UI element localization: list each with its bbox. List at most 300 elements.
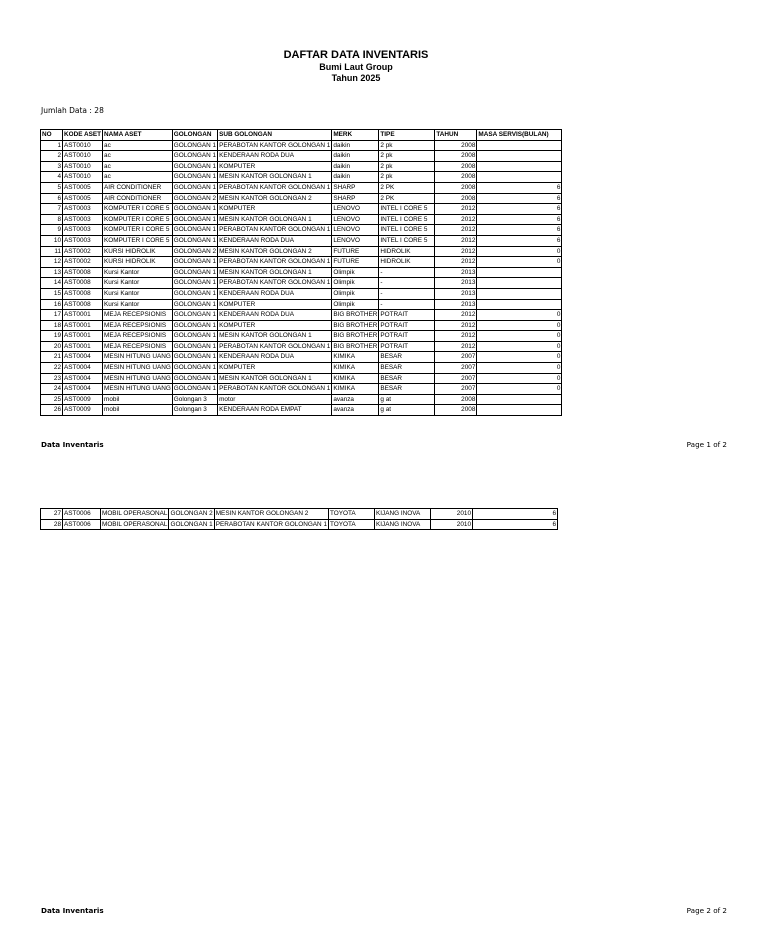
cell-tahun: 2008 xyxy=(435,161,477,172)
cell-masa-servis: 6 xyxy=(473,509,558,520)
cell-tahun: 2007 xyxy=(435,373,477,384)
cell-kode-aset: AST0006 xyxy=(63,509,101,520)
cell-kode-aset: AST0010 xyxy=(63,161,103,172)
cell-tahun: 2007 xyxy=(435,363,477,374)
cell-nama-aset: ac xyxy=(103,151,173,162)
cell-tipe: - xyxy=(379,267,435,278)
cell-masa-servis: 6 xyxy=(477,225,562,236)
cell-merk: Olimpik xyxy=(332,267,379,278)
cell-masa-servis: 0 xyxy=(477,363,562,374)
cell-nama-aset: MESIN HITUNG UANG xyxy=(103,363,173,374)
cell-no: 22 xyxy=(41,363,63,374)
cell-sub-golongan: KENDERAAN RODA DUA xyxy=(218,288,332,299)
cell-tahun: 2008 xyxy=(435,405,477,416)
cell-no: 6 xyxy=(41,193,63,204)
cell-kode-aset: AST0004 xyxy=(63,384,103,395)
cell-nama-aset: KOMPUTER I CORE 5 xyxy=(103,214,173,225)
cell-nama-aset: KOMPUTER I CORE 5 xyxy=(103,225,173,236)
cell-nama-aset: AIR CONDITIONER xyxy=(103,182,173,193)
cell-tahun: 2008 xyxy=(435,151,477,162)
table-row xyxy=(41,320,562,331)
cell-sub-golongan: MESIN KANTOR GOLONGAN 1 xyxy=(218,214,332,225)
cell-tipe: HIDROLIK xyxy=(379,246,435,257)
cell-merk: KIMIKA xyxy=(332,384,379,395)
cell-nama-aset: MESIN HITUNG UANG xyxy=(103,352,173,363)
cell-tipe: POTRAIT xyxy=(379,320,435,331)
cell-tahun: 2012 xyxy=(435,204,477,215)
cell-tahun: 2008 xyxy=(435,140,477,151)
cell-tipe: BESAR xyxy=(379,373,435,384)
cell-sub-golongan: KENDERAAN RODA DUA xyxy=(218,352,332,363)
cell-nama-aset: MEJA RECEPSIONIS xyxy=(103,331,173,342)
cell-merk: TOYOTA xyxy=(329,519,375,530)
cell-tipe: g at xyxy=(379,394,435,405)
cell-kode-aset: AST0003 xyxy=(63,214,103,225)
cell-no: 13 xyxy=(41,267,63,278)
cell-masa-servis xyxy=(477,151,562,162)
cell-no: 21 xyxy=(41,352,63,363)
cell-tahun: 2012 xyxy=(435,246,477,257)
cell-no: 26 xyxy=(41,405,63,416)
cell-merk: Olimpik xyxy=(332,299,379,310)
cell-merk: avanza xyxy=(332,405,379,416)
cell-masa-servis xyxy=(477,288,562,299)
cell-nama-aset: Kursi Kantor xyxy=(103,278,173,289)
footer-page-number: Page 1 of 2 xyxy=(686,440,727,449)
cell-merk: BIG BROTHER xyxy=(332,320,379,331)
cell-nama-aset: ac xyxy=(103,161,173,172)
cell-kode-aset: AST0002 xyxy=(63,257,103,268)
table-row xyxy=(41,519,558,530)
cell-tipe: POTRAIT xyxy=(379,341,435,352)
cell-sub-golongan: KOMPUTER xyxy=(218,320,332,331)
cell-no: 27 xyxy=(41,509,63,520)
cell-masa-servis: 0 xyxy=(477,384,562,395)
cell-no: 8 xyxy=(41,214,63,225)
cell-merk: KIMIKA xyxy=(332,373,379,384)
cell-nama-aset: Kursi Kantor xyxy=(103,288,173,299)
cell-no: 15 xyxy=(41,288,63,299)
data-count: Jumlah Data : 28 xyxy=(41,106,104,115)
cell-golongan: GOLONGAN 1 xyxy=(169,519,214,530)
report-year: Tahun 2025 xyxy=(331,73,381,83)
cell-tahun: 2012 xyxy=(435,310,477,321)
cell-kode-aset: AST0008 xyxy=(63,278,103,289)
cell-no: 16 xyxy=(41,299,63,310)
cell-no: 19 xyxy=(41,331,63,342)
cell-kode-aset: AST0003 xyxy=(63,235,103,246)
cell-no: 2 xyxy=(41,151,63,162)
cell-kode-aset: AST0001 xyxy=(63,341,103,352)
cell-golongan: GOLONGAN 1 xyxy=(172,151,217,162)
cell-nama-aset: MEJA RECEPSIONIS xyxy=(103,341,173,352)
cell-nama-aset: MEJA RECEPSIONIS xyxy=(103,320,173,331)
cell-no: 7 xyxy=(41,204,63,215)
table-header-row xyxy=(41,130,562,141)
table-row xyxy=(41,405,562,416)
cell-nama-aset: Kursi Kantor xyxy=(103,267,173,278)
table-row xyxy=(41,394,562,405)
cell-masa-servis: 6 xyxy=(477,214,562,225)
table-row xyxy=(41,214,562,225)
cell-nama-aset: KURSI HIDROLIK xyxy=(103,257,173,268)
cell-golongan: GOLONGAN 1 xyxy=(172,225,217,236)
cell-sub-golongan: MESIN KANTOR GOLONGAN 2 xyxy=(214,509,328,520)
cell-sub-golongan: KOMPUTER xyxy=(218,299,332,310)
cell-no: 10 xyxy=(41,235,63,246)
report-title: DAFTAR DATA INVENTARIS xyxy=(283,49,429,61)
cell-kode-aset: AST0006 xyxy=(63,519,101,530)
cell-golongan: Golongan 3 xyxy=(172,394,217,405)
cell-golongan: GOLONGAN 2 xyxy=(172,193,217,204)
cell-sub-golongan: KENDERAAN RODA DUA xyxy=(218,235,332,246)
cell-nama-aset: mobil xyxy=(103,394,173,405)
cell-tipe: 2 pk xyxy=(379,140,435,151)
cell-kode-aset: AST0004 xyxy=(63,373,103,384)
table-row xyxy=(41,509,558,520)
header-sub-golongan: SUB GOLONGAN xyxy=(218,130,332,141)
cell-masa-servis: 6 xyxy=(477,204,562,215)
cell-golongan: GOLONGAN 1 xyxy=(172,182,217,193)
cell-kode-aset: AST0010 xyxy=(63,172,103,183)
cell-nama-aset: KOMPUTER I CORE 5 xyxy=(103,235,173,246)
footer-label: Data Inventaris xyxy=(41,440,104,449)
cell-merk: LENOVO xyxy=(332,225,379,236)
header-golongan: GOLONGAN xyxy=(172,130,217,141)
cell-no: 11 xyxy=(41,246,63,257)
cell-golongan: GOLONGAN 1 xyxy=(172,204,217,215)
cell-tahun: 2008 xyxy=(435,172,477,183)
cell-masa-servis xyxy=(477,267,562,278)
table-row xyxy=(41,161,562,172)
cell-golongan: GOLONGAN 1 xyxy=(172,278,217,289)
cell-no: 18 xyxy=(41,320,63,331)
cell-golongan: GOLONGAN 1 xyxy=(172,172,217,183)
cell-sub-golongan: motor xyxy=(218,394,332,405)
cell-kode-aset: AST0003 xyxy=(63,225,103,236)
cell-merk: BIG BROTHER xyxy=(332,341,379,352)
cell-tahun: 2012 xyxy=(435,214,477,225)
cell-no: 9 xyxy=(41,225,63,236)
cell-no: 20 xyxy=(41,341,63,352)
cell-tahun: 2013 xyxy=(435,288,477,299)
inventory-table-continued xyxy=(40,508,558,530)
cell-golongan: GOLONGAN 1 xyxy=(172,299,217,310)
cell-masa-servis: 0 xyxy=(477,373,562,384)
cell-sub-golongan: MESIN KANTOR GOLONGAN 1 xyxy=(218,331,332,342)
cell-no: 17 xyxy=(41,310,63,321)
cell-masa-servis xyxy=(477,140,562,151)
cell-golongan: GOLONGAN 1 xyxy=(172,341,217,352)
table-body-page-1 xyxy=(41,140,562,415)
table-row xyxy=(41,172,562,183)
cell-kode-aset: AST0001 xyxy=(63,310,103,321)
cell-sub-golongan: PERABOTAN KANTOR GOLONGAN 1 xyxy=(218,278,332,289)
header-no: NO xyxy=(41,130,63,141)
cell-sub-golongan: MESIN KANTOR GOLONGAN 1 xyxy=(218,172,332,183)
cell-nama-aset: MOBIL OPERASONAL xyxy=(101,519,169,530)
cell-nama-aset: KOMPUTER I CORE 5 xyxy=(103,204,173,215)
cell-golongan: GOLONGAN 1 xyxy=(172,257,217,268)
cell-no: 4 xyxy=(41,172,63,183)
cell-merk: SHARP xyxy=(332,182,379,193)
cell-sub-golongan: PERABOTAN KANTOR GOLONGAN 1 xyxy=(218,182,332,193)
cell-no: 5 xyxy=(41,182,63,193)
cell-golongan: GOLONGAN 1 xyxy=(172,384,217,395)
cell-golongan: GOLONGAN 1 xyxy=(172,373,217,384)
cell-nama-aset: MOBIL OPERASONAL xyxy=(101,509,169,520)
cell-merk: LENOVO xyxy=(332,214,379,225)
table-body-page-2 xyxy=(41,509,558,530)
cell-kode-aset: AST0008 xyxy=(63,288,103,299)
cell-merk: daikin xyxy=(332,161,379,172)
cell-masa-servis: 0 xyxy=(477,310,562,321)
cell-tahun: 2010 xyxy=(431,509,473,520)
table-row xyxy=(41,288,562,299)
cell-golongan: GOLONGAN 1 xyxy=(172,288,217,299)
cell-nama-aset: KURSI HIDROLIK xyxy=(103,246,173,257)
cell-tahun: 2012 xyxy=(435,320,477,331)
header-merk: MERK xyxy=(332,130,379,141)
cell-sub-golongan: KENDERAAN RODA DUA xyxy=(218,310,332,321)
table-row xyxy=(41,278,562,289)
cell-masa-servis: 0 xyxy=(477,341,562,352)
cell-merk: BIG BROTHER xyxy=(332,310,379,321)
cell-sub-golongan: PERABOTAN KANTOR GOLONGAN 1 xyxy=(218,257,332,268)
cell-golongan: GOLONGAN 1 xyxy=(172,363,217,374)
cell-nama-aset: MESIN HITUNG UANG xyxy=(103,384,173,395)
cell-tahun: 2007 xyxy=(435,352,477,363)
cell-sub-golongan: PERABOTAN KANTOR GOLONGAN 1 xyxy=(218,384,332,395)
cell-merk: KIMIKA xyxy=(332,363,379,374)
cell-kode-aset: AST0010 xyxy=(63,151,103,162)
cell-tipe: - xyxy=(379,288,435,299)
cell-tahun: 2007 xyxy=(435,384,477,395)
table-row xyxy=(41,310,562,321)
table-row xyxy=(41,140,562,151)
cell-nama-aset: ac xyxy=(103,140,173,151)
cell-kode-aset: AST0009 xyxy=(63,405,103,416)
inventory-table xyxy=(40,129,562,416)
table-row xyxy=(41,384,562,395)
cell-no: 25 xyxy=(41,394,63,405)
cell-tipe: - xyxy=(379,299,435,310)
cell-masa-servis: 6 xyxy=(477,182,562,193)
cell-merk: KIMIKA xyxy=(332,352,379,363)
cell-golongan: GOLONGAN 1 xyxy=(172,235,217,246)
cell-tahun: 2012 xyxy=(435,235,477,246)
cell-merk: FUTURE xyxy=(332,246,379,257)
cell-tipe: g at xyxy=(379,405,435,416)
cell-tahun: 2013 xyxy=(435,267,477,278)
cell-merk: FUTURE xyxy=(332,257,379,268)
cell-no: 23 xyxy=(41,373,63,384)
cell-golongan: GOLONGAN 1 xyxy=(172,140,217,151)
cell-sub-golongan: KOMPUTER xyxy=(218,363,332,374)
cell-masa-servis: 0 xyxy=(477,352,562,363)
cell-golongan: GOLONGAN 1 xyxy=(172,161,217,172)
table-row xyxy=(41,193,562,204)
cell-kode-aset: AST0009 xyxy=(63,394,103,405)
cell-tipe: INTEL I CORE 5 xyxy=(379,204,435,215)
cell-sub-golongan: PERABOTAN KANTOR GOLONGAN 1 xyxy=(218,140,332,151)
cell-no: 24 xyxy=(41,384,63,395)
cell-nama-aset: MEJA RECEPSIONIS xyxy=(103,310,173,321)
cell-sub-golongan: KENDERAAN RODA DUA xyxy=(218,151,332,162)
cell-tipe: BESAR xyxy=(379,352,435,363)
table-row xyxy=(41,299,562,310)
cell-tipe: 2 PK xyxy=(379,182,435,193)
cell-golongan: GOLONGAN 1 xyxy=(172,310,217,321)
cell-nama-aset: ac xyxy=(103,172,173,183)
table-row xyxy=(41,267,562,278)
table-row xyxy=(41,225,562,236)
cell-tipe: INTEL I CORE 5 xyxy=(379,214,435,225)
cell-tipe: KIJANG INOVA xyxy=(375,509,431,520)
table-row xyxy=(41,331,562,342)
cell-no: 3 xyxy=(41,161,63,172)
cell-merk: daikin xyxy=(332,151,379,162)
cell-merk: LENOVO xyxy=(332,204,379,215)
table-row xyxy=(41,257,562,268)
cell-tipe: 2 pk xyxy=(379,161,435,172)
cell-masa-servis: 6 xyxy=(477,235,562,246)
cell-tipe: POTRAIT xyxy=(379,310,435,321)
cell-nama-aset: Kursi Kantor xyxy=(103,299,173,310)
cell-sub-golongan: PERABOTAN KANTOR GOLONGAN 1 xyxy=(218,341,332,352)
cell-tahun: 2012 xyxy=(435,257,477,268)
cell-no: 12 xyxy=(41,257,63,268)
cell-tipe: INTEL I CORE 5 xyxy=(379,235,435,246)
cell-kode-aset: AST0008 xyxy=(63,267,103,278)
cell-masa-servis: 0 xyxy=(477,320,562,331)
table-row xyxy=(41,373,562,384)
cell-merk: LENOVO xyxy=(332,235,379,246)
header-kode-aset: KODE ASET xyxy=(63,130,103,141)
cell-tahun: 2008 xyxy=(435,394,477,405)
table-row xyxy=(41,182,562,193)
cell-golongan: GOLONGAN 1 xyxy=(172,214,217,225)
cell-tipe: POTRAIT xyxy=(379,331,435,342)
cell-kode-aset: AST0005 xyxy=(63,182,103,193)
cell-sub-golongan: KENDERAAN RODA EMPAT xyxy=(218,405,332,416)
cell-sub-golongan: MESIN KANTOR GOLONGAN 2 xyxy=(218,193,332,204)
cell-sub-golongan: KOMPUTER xyxy=(218,161,332,172)
cell-golongan: GOLONGAN 1 xyxy=(172,331,217,342)
cell-masa-servis xyxy=(477,278,562,289)
cell-tahun: 2012 xyxy=(435,331,477,342)
cell-no: 1 xyxy=(41,140,63,151)
cell-masa-servis: 0 xyxy=(477,331,562,342)
footer-page-number: Page 2 of 2 xyxy=(686,906,727,915)
cell-tipe: BESAR xyxy=(379,384,435,395)
cell-tipe: 2 pk xyxy=(379,172,435,183)
cell-golongan: GOLONGAN 2 xyxy=(172,246,217,257)
cell-golongan: Golongan 3 xyxy=(172,405,217,416)
cell-tipe: INTEL I CORE 5 xyxy=(379,225,435,236)
header-nama-aset: NAMA ASET xyxy=(103,130,173,141)
cell-nama-aset: AIR CONDITIONER xyxy=(103,193,173,204)
cell-golongan: GOLONGAN 1 xyxy=(172,352,217,363)
footer-label: Data Inventaris xyxy=(41,906,104,915)
cell-tahun: 2013 xyxy=(435,278,477,289)
cell-tipe: - xyxy=(379,278,435,289)
header-masa-servis: MASA SERVIS(BULAN) xyxy=(477,130,562,141)
cell-tipe: BESAR xyxy=(379,363,435,374)
cell-tipe: HIDROLIK xyxy=(379,257,435,268)
cell-sub-golongan: PERABOTAN KANTOR GOLONGAN 1 xyxy=(214,519,328,530)
header-tipe: TIPE xyxy=(379,130,435,141)
cell-tahun: 2010 xyxy=(431,519,473,530)
cell-no: 14 xyxy=(41,278,63,289)
header-tahun: TAHUN xyxy=(435,130,477,141)
cell-masa-servis xyxy=(477,161,562,172)
cell-sub-golongan: PERABOTAN KANTOR GOLONGAN 1 xyxy=(218,225,332,236)
cell-merk: SHARP xyxy=(332,193,379,204)
cell-kode-aset: AST0004 xyxy=(63,363,103,374)
cell-kode-aset: AST0008 xyxy=(63,299,103,310)
cell-tahun: 2013 xyxy=(435,299,477,310)
cell-kode-aset: AST0002 xyxy=(63,246,103,257)
cell-sub-golongan: KOMPUTER xyxy=(218,204,332,215)
table-row xyxy=(41,341,562,352)
cell-golongan: GOLONGAN 2 xyxy=(169,509,214,520)
cell-golongan: GOLONGAN 1 xyxy=(172,267,217,278)
cell-no: 28 xyxy=(41,519,63,530)
cell-nama-aset: MESIN HITUNG UANG xyxy=(103,373,173,384)
cell-tahun: 2012 xyxy=(435,225,477,236)
table-row xyxy=(41,246,562,257)
cell-merk: daikin xyxy=(332,172,379,183)
table-row xyxy=(41,235,562,246)
cell-masa-servis xyxy=(477,299,562,310)
cell-masa-servis xyxy=(477,394,562,405)
cell-tipe: 2 pk xyxy=(379,151,435,162)
cell-masa-servis xyxy=(477,172,562,183)
cell-tipe: KIJANG INOVA xyxy=(375,519,431,530)
table-row xyxy=(41,363,562,374)
cell-masa-servis: 0 xyxy=(477,257,562,268)
cell-merk: Olimpik xyxy=(332,278,379,289)
cell-merk: daikin xyxy=(332,140,379,151)
cell-masa-servis xyxy=(477,405,562,416)
cell-masa-servis: 6 xyxy=(477,193,562,204)
report-company: Bumi Laut Group xyxy=(319,62,393,72)
cell-tahun: 2008 xyxy=(435,182,477,193)
cell-kode-aset: AST0001 xyxy=(63,320,103,331)
cell-masa-servis: 6 xyxy=(473,519,558,530)
cell-sub-golongan: MESIN KANTOR GOLONGAN 2 xyxy=(218,246,332,257)
table-row xyxy=(41,204,562,215)
cell-masa-servis: 0 xyxy=(477,246,562,257)
cell-kode-aset: AST0010 xyxy=(63,140,103,151)
cell-kode-aset: AST0003 xyxy=(63,204,103,215)
cell-merk: avanza xyxy=(332,394,379,405)
cell-nama-aset: mobil xyxy=(103,405,173,416)
cell-kode-aset: AST0005 xyxy=(63,193,103,204)
cell-golongan: GOLONGAN 1 xyxy=(172,320,217,331)
table-row xyxy=(41,352,562,363)
cell-merk: Olimpik xyxy=(332,288,379,299)
cell-kode-aset: AST0004 xyxy=(63,352,103,363)
cell-sub-golongan: MESIN KANTOR GOLONGAN 1 xyxy=(218,373,332,384)
cell-merk: TOYOTA xyxy=(329,509,375,520)
cell-tahun: 2008 xyxy=(435,193,477,204)
table-row xyxy=(41,151,562,162)
cell-kode-aset: AST0001 xyxy=(63,331,103,342)
cell-sub-golongan: MESIN KANTOR GOLONGAN 1 xyxy=(218,267,332,278)
cell-merk: BIG BROTHER xyxy=(332,331,379,342)
